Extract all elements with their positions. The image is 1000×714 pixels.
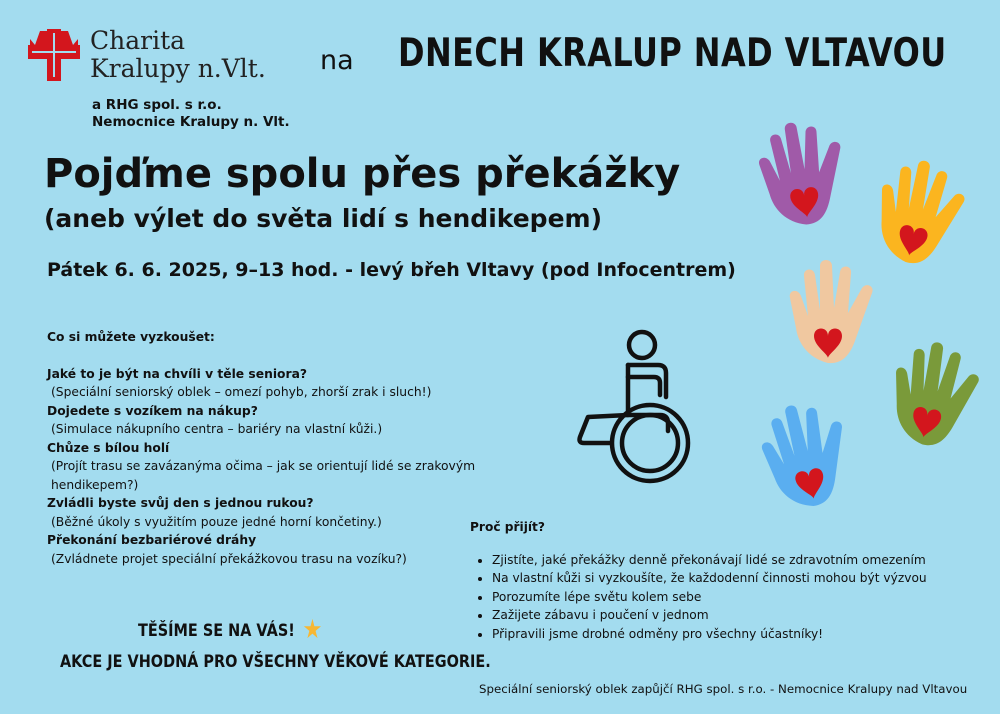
heart-hand-icon (868, 153, 970, 271)
try-item-title: Překonání bezbariérové dráhy (47, 533, 257, 547)
hands-decoration (740, 120, 990, 520)
why-item: • Zažijete zábavu i poučení v jednom (492, 606, 980, 625)
try-item-title: Jaké to je být na chvíli v těle seniora? (47, 366, 308, 381)
why-section (470, 518, 980, 643)
header-headline: DNECH KRALUP NAD VLTAVOU (398, 31, 947, 76)
heart-hand-icon (754, 120, 850, 230)
caritas-cross-icon (26, 27, 82, 83)
header-na: na (320, 45, 354, 76)
why-item: • Zjistíte, jaké překážky denně překonávají lidé se zdravotním omezením (492, 551, 980, 570)
why-item: • Na vlastní kůži si vyzkoušíte, že každodenní činnosti mohou být výzvou (492, 569, 980, 588)
why-item: • Připravili jsme drobné odměny pro všechny účastníky! (492, 625, 980, 644)
try-item-desc: (Zvládnete projet speciální překážkovou trasu na vozíku?) (51, 551, 407, 566)
try-item-title: Chůze s bílou holí (47, 440, 170, 455)
try-item-title: Dojedete s vozíkem na nákup? (47, 403, 258, 418)
try-item-desc: (Simulace nákupního centra – bariéry na vlastní kůži.) (51, 422, 383, 436)
logo-line2: Kralupy n.Vlt. (90, 54, 266, 83)
wheelchair-icon (570, 325, 700, 485)
heart-hand-icon (790, 260, 873, 363)
partner-line2: Nemocnice Kralupy n. Vlt. (92, 114, 290, 130)
why-heading: Proč přijít? (470, 520, 545, 534)
try-section (47, 328, 517, 568)
page-subtitle: (aneb výlet do světa lidí s hendikepem) (44, 204, 602, 233)
cta-line1-wrap (60, 618, 400, 641)
footer-note: Speciální seniorský oblek zapůjčí RHG spol. s r.o. - Nemocnice Kralupy nad Vltavou (479, 682, 968, 696)
partner-line1: a RHG spol. s r.o. (92, 97, 222, 113)
logo-line1: Charita (90, 26, 186, 55)
try-heading: Co si můžete vyzkoušet: (47, 330, 215, 344)
heart-hand-icon (755, 396, 857, 514)
page-title: Pojďme spolu přes překážky (44, 151, 681, 197)
cta-line1: TĚŠÍME SE NA VÁS! (138, 621, 295, 641)
star-icon (303, 618, 322, 640)
try-item-desc: (Projít trasu se zavázanýma očima – jak se orientují lidé se zrakovým hendikepem?) (51, 459, 476, 492)
try-item-desc: (Speciální seniorský oblek – omezí pohyb, zhorší zrak i sluch!) (51, 385, 432, 399)
try-item-title: Zvládli byste svůj den s jednou rukou? (47, 496, 314, 510)
try-item-desc: (Běžné úkoly s využitím pouze jedné horní končetiny.) (51, 514, 382, 529)
why-item: • Porozumíte lépe světu kolem sebe (492, 588, 980, 607)
event-dateline: Pátek 6. 6. 2025, 9–13 hod. - levý břeh Vltavy (pod Infocentrem) (47, 259, 736, 281)
cta-line2: AKCE JE VHODNÁ PRO VŠECHNY VĚKOVÉ KATEGORIE. (60, 652, 491, 672)
heart-hand-icon (884, 336, 984, 452)
